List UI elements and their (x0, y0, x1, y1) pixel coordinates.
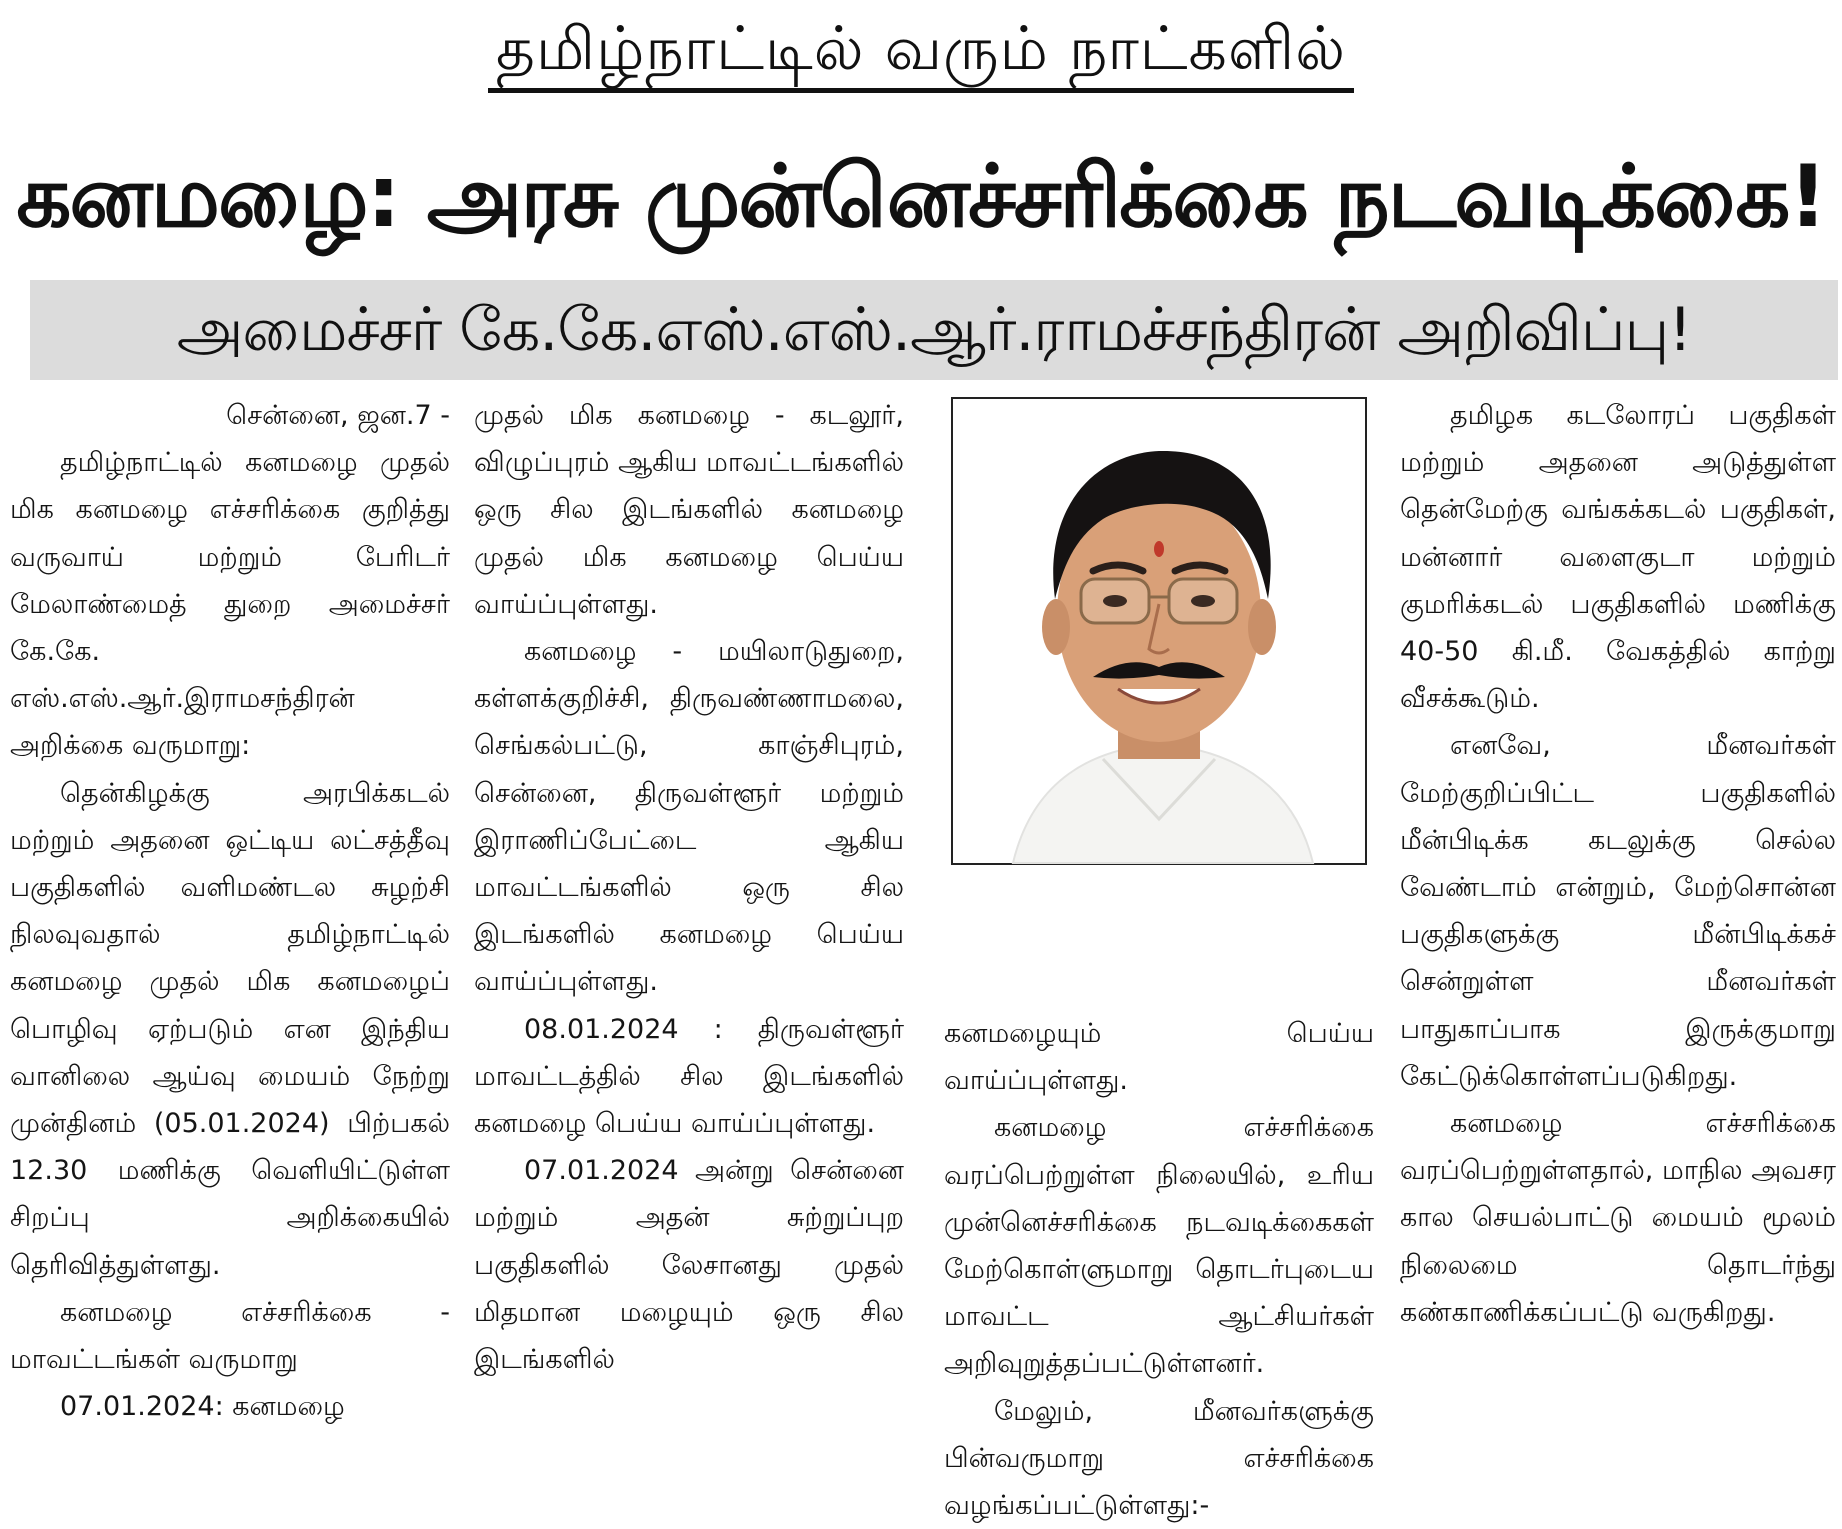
article-column-4 (1400, 392, 1836, 1392)
paragraph: கனமழை - மயிலாடுதுறை, கள்ளக்குறிச்சி, திருவண்ணாமலை, செங்கல்பட்டு, காஞ்சிபுரம், சென்னை, திருவள்ளூர் மற்றும் இராணிப்பேட்டை ஆகிய மாவட்டங்களில் ஒரு சில இடங்களில் கனமழை பெய்ய வாய்ப்புள்ளது. (474, 636, 904, 998)
subheadline: அமைச்சர் கே.கே.எஸ்.எஸ்.ஆர்.ராமச்சந்திரன் அறிவிப்பு! (176, 295, 1692, 365)
paragraph: 08.01.2024 : திருவள்ளூர் மாவட்டத்தில் சில இடங்களில் கனமழை பெய்ய வாய்ப்புள்ளது. (474, 1013, 904, 1140)
article-column-2 (474, 392, 904, 1392)
paragraph: 07.01.2024 அன்று சென்னை மற்றும் அதன் சுற்றுப்புற பகுதிகளில் லேசானது முதல் மிதமான மழையும் ஒரு சில இடங்களில் (474, 1155, 904, 1376)
minister-photo (951, 397, 1367, 865)
paragraph: தமிழக கடலோரப் பகுதிகள் மற்றும் அதனை அடுத்துள்ள தென்மேற்கு வங்கக்கடல் பகுதிகள், மன்னார் வளைகுடா மற்றும் குமரிக்கடல் பகுதிகளில் மணிக்கு 40-50 கி.மீ. வேகத்தில் காற்று வீசக்கூடும். (1400, 400, 1836, 715)
article-column-3 (944, 1010, 1374, 1522)
paragraph: தமிழ்நாட்டில் கனமழை முதல் மிக கனமழை எச்சரிக்கை குறித்து வருவாய் மற்றும் பேரிடர் மேலாண்மைத் துறை அமைச்சர் கே.கே. எஸ்.எஸ்.ஆர்.இராமசந்திரன் அறிக்கை வருமாறு: (10, 447, 450, 762)
article-column-1 (10, 392, 450, 1423)
paragraph: கனமழை எச்சரிக்கை வரப்பெற்றுள்ள நிலையில், உரிய முன்னெச்சரிக்கை நடவடிக்கைகள் மேற்கொள்ளுமாறு தொடர்புடைய மாவட்ட ஆட்சியர்கள் அறிவுறுத்தப்பட்டுள்ளனர். (944, 1112, 1374, 1380)
paragraph: எனவே, மீனவர்கள் மேற்குறிப்பிட்ட பகுதிகளில் மீன்பிடிக்க கடலுக்கு செல்ல வேண்டாம் என்றும், மேற்சொன்ன பகுதிகளுக்கு மீன்பிடிக்கச் சென்றுள்ள மீனவர்கள் பாதுகாப்பாக இருக்குமாறு கேட்டுக்கொள்ளப்படுகிறது. (1400, 730, 1836, 1092)
paragraph: கனமழையும் பெய்ய வாய்ப்புள்ளது. (944, 1018, 1374, 1097)
dateline: சென்னை, ஜன.7 - (226, 400, 450, 431)
kicker-heading (0, 10, 1842, 100)
portrait-illustration (953, 399, 1365, 863)
paragraph: தென்கிழக்கு அரபிக்கடல் மற்றும் அதனை ஒட்டிய லட்சத்தீவு பகுதிகளில் வளிமண்டல சுழற்சி நிலவுவதால் தமிழ்நாட்டில் கனமழை முதல் மிக கனமழைப் பொழிவு ஏற்படும் என இந்திய வானிலை ஆய்வு மையம் நேற்று முன்தினம் (05.01.2024) பிற்பகல் 12.30 மணிக்கு வெளியிட்டுள்ள சிறப்பு அறிக்கையில் தெரிவித்துள்ளது. (10, 777, 450, 1281)
paragraph: கனமழை எச்சரிக்கை வரப்பெற்றுள்ளதால், மாநில அவசர கால செயல்பாட்டு மையம் மூலம் நிலைமை தொடர்ந்து கண்காணிக்கப்பட்டு வருகிறது. (1400, 1108, 1836, 1328)
subheadline-band (30, 280, 1838, 380)
paragraph: முதல் மிக கனமழை - கடலூர், விழுப்புரம் ஆகிய மாவட்டங்களில் ஒரு சில இடங்களில் கனமழை முதல் மிக கனமழை பெய்ய வாய்ப்புள்ளது. (474, 400, 904, 620)
paragraph: மேலும், மீனவர்களுக்கு பின்வருமாறு எச்சரிக்கை வழங்கப்பட்டுள்ளது:- (944, 1395, 1374, 1522)
headline: கனமழை: அரசு முன்னெச்சரிக்கை நடவடிக்கை! (16, 147, 1826, 247)
paragraph: கனமழை எச்சரிக்கை - மாவட்டங்கள் வருமாறு (10, 1296, 450, 1376)
paragraph: 07.01.2024: கனமழை (60, 1391, 345, 1423)
kicker-text: தமிழ்நாட்டில் வரும் நாட்களில் (488, 10, 1354, 93)
